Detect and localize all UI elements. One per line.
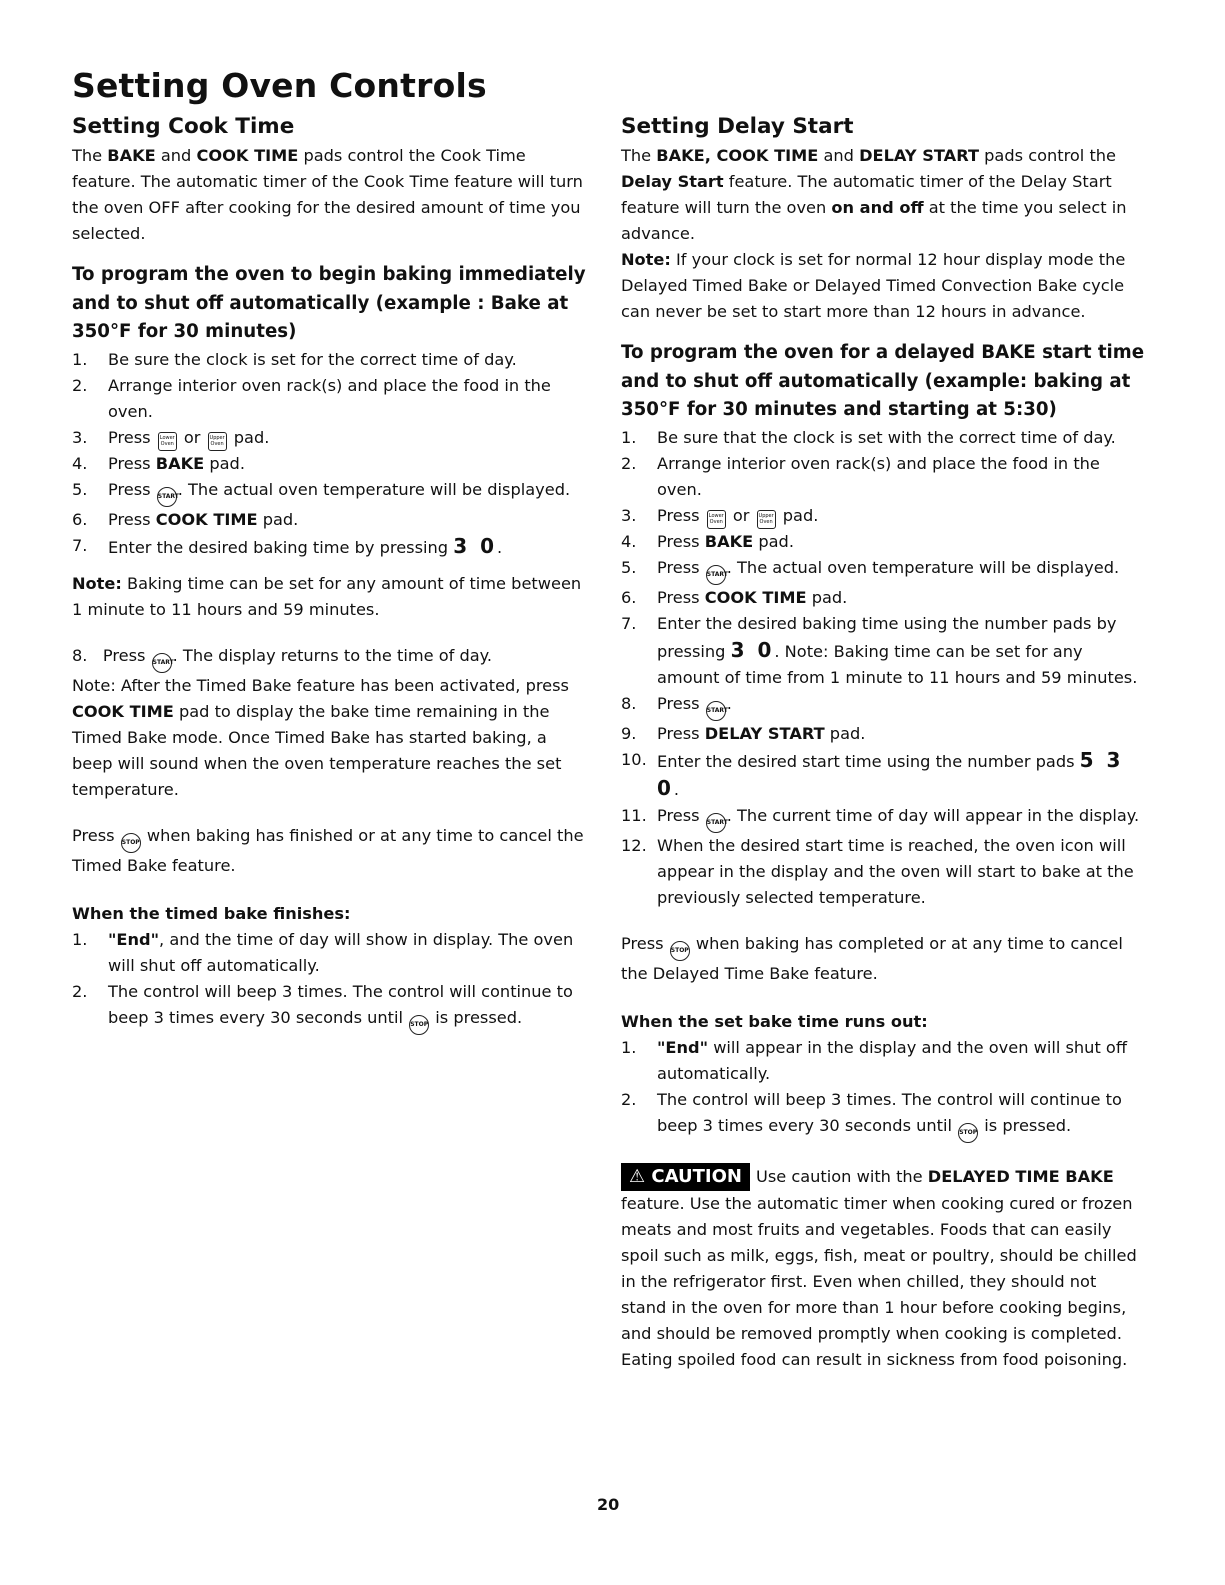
- step-number: 1.: [621, 427, 637, 447]
- number-pad-digits: 3 0: [453, 533, 497, 558]
- step-number: 1.: [621, 1037, 637, 1057]
- step-number: 2.: [72, 375, 88, 395]
- delay-start-intro: The BAKE, COOK TIME and DELAY START pads control the Delay Start feature. The automatic timer of the Delay Start feature will turn the oven on and off at the time you select in advance.: [621, 146, 1127, 243]
- step-number: 2.: [621, 453, 637, 473]
- upper-oven-pad-icon: Upper Oven: [208, 432, 227, 451]
- delay-start-steps: [621, 425, 1146, 911]
- step-number: 6.: [72, 509, 88, 529]
- list-item: 11. Press START. The current time of day will appear in the display.: [621, 803, 1146, 833]
- list-item: 2. The control will beep 3 times. The control will continue to beep 3 times every 30 seconds until STOP is pressed.: [621, 1087, 1146, 1143]
- list-item: 2. Arrange interior oven rack(s) and place the food in the oven.: [621, 451, 1146, 503]
- number-pad-digits: 3 0: [730, 637, 775, 662]
- list-item: 2. Arrange interior oven rack(s) and place the food in the oven.: [72, 373, 587, 425]
- list-item: 6. Press COOK TIME pad.: [621, 585, 1146, 611]
- list-item: 1. "End" will appear in the display and the oven will shut off automatically.: [621, 1035, 1146, 1087]
- stop-pad-icon: STOP: [409, 1015, 429, 1035]
- page-number: 20: [597, 1495, 620, 1514]
- runout-steps: [621, 1035, 1146, 1143]
- cook-time-steps: [72, 347, 587, 561]
- start-pad-icon: START: [706, 565, 726, 585]
- delay-start-section: [621, 112, 1146, 1373]
- delay-start-heading: Setting Delay Start: [621, 114, 854, 139]
- cook-time-heading: Setting Cook Time: [72, 114, 295, 139]
- list-item: 1. "End", and the time of day will show in display. The oven will shut off automatically.: [72, 927, 587, 979]
- step-number: 4.: [621, 531, 637, 551]
- step-number: 5.: [621, 557, 637, 577]
- list-item: 9. Press DELAY START pad.: [621, 721, 1146, 747]
- caution-text: Use caution with the DELAYED TIME BAKE feature. Use the automatic timer when cooking cured or frozen meats and most fruits and vegetables. Foods that can easily spoil such as milk, eggs, fish, meat or poultry, should be chilled in the refrigerator first. Even when chilled, they should not stand in the oven for more than 1 hour before cooking begins, and should be removed promptly when cooking is completed. Eating spoiled food can result in sickness from food poisoning.: [621, 1166, 1137, 1369]
- caution-paragraph: [621, 1163, 1146, 1373]
- cook-time-cancel: Press STOP when baking has finished or at any time to cancel the Timed Bake feature.: [72, 825, 584, 875]
- warning-icon: ⚠: [629, 1165, 646, 1187]
- list-item: 1. Be sure that the clock is set with the correct time of day.: [621, 425, 1146, 451]
- delay-start-subheading: To program the oven for a delayed BAKE start time and to shut off automatically (example: baking at 350°F for 30 minutes and starting at 5:30): [621, 342, 1145, 420]
- cook-time-subheading: To program the oven to begin baking immediately and to shut off automatically (example : Bake at 350°F for 30 minutes): [72, 264, 586, 342]
- list-item: 7. Enter the desired baking time using the number pads by pressing 3 0. Note: Baking time can be set for any amount of time from 1 minute to 11 hours and 59 minutes.: [621, 611, 1146, 691]
- stop-pad-icon: STOP: [121, 833, 141, 853]
- cook-time-finish-steps: [72, 927, 587, 1035]
- list-item: 10. Enter the desired start time using the number pads 5 3 0.: [621, 747, 1124, 800]
- step-number: 11.: [621, 805, 647, 825]
- list-item: 4. Press BAKE pad.: [621, 529, 1146, 555]
- start-pad-icon: START: [157, 487, 177, 507]
- list-item: 6. Press COOK TIME pad.: [72, 507, 587, 533]
- step-number: 3.: [72, 427, 88, 447]
- delay-start-cancel: Press STOP when baking has completed or at any time to cancel the Delayed Time Bake feature.: [621, 933, 1123, 983]
- cook-time-note: Note: Baking time can be set for any amount of time between 1 minute to 11 hours and 59 minutes.: [72, 573, 582, 619]
- list-item: 2. The control will beep 3 times. The control will continue to beep 3 times every 30 seconds until STOP is pressed.: [72, 979, 587, 1035]
- list-item: 3. Press Lower Oven or Upper Oven pad.: [72, 425, 587, 451]
- lower-oven-pad-icon: Lower Oven: [707, 510, 726, 529]
- list-item: 5. Press START. The actual oven temperature will be displayed.: [72, 477, 587, 507]
- step-number: 12.: [621, 835, 647, 855]
- caution-badge: [621, 1163, 750, 1191]
- step-number: 4.: [72, 453, 88, 473]
- cook-time-finish-heading: When the timed bake finishes:: [72, 903, 351, 923]
- step-number: 1.: [72, 929, 88, 949]
- step-number: 9.: [621, 723, 637, 743]
- list-item: 3. Press Lower Oven or Upper Oven pad.: [621, 503, 1146, 529]
- list-item: 7. Enter the desired baking time by pressing 3 0.: [72, 533, 503, 558]
- list-item: 5. Press START. The actual oven temperature will be displayed.: [621, 555, 1146, 585]
- list-item: 4. Press BAKE pad.: [72, 451, 587, 477]
- runout-heading: When the set bake time runs out:: [621, 1011, 928, 1031]
- step-number: 2.: [72, 981, 88, 1001]
- step-number: 7.: [621, 613, 637, 633]
- list-item: 1. Be sure the clock is set for the correct time of day.: [72, 347, 587, 373]
- step-number: 2.: [621, 1089, 637, 1109]
- step-number: 6.: [621, 587, 637, 607]
- step-number: 8.: [621, 693, 637, 713]
- cook-time-section: [72, 112, 587, 1035]
- cook-time-step-8: 8. Press START. The display returns to the time of day.: [72, 643, 587, 673]
- list-item: 8. Press START.: [621, 691, 1146, 721]
- start-pad-icon: START: [152, 653, 172, 673]
- cook-time-intro: The BAKE and COOK TIME pads control the Cook Time feature. The automatic timer of the Cook Time feature will turn the oven OFF after cooking for the desired amount of time you selected.: [72, 146, 583, 243]
- step-number: 3.: [621, 505, 637, 525]
- upper-oven-pad-icon: Upper Oven: [757, 510, 776, 529]
- number-pad-digits: 5 3 0: [657, 747, 1124, 800]
- stop-pad-icon: STOP: [670, 941, 690, 961]
- start-pad-icon: START: [706, 813, 726, 833]
- step-number: 1.: [72, 349, 88, 369]
- step-number: 5.: [72, 479, 88, 499]
- step-number: 10.: [621, 749, 647, 769]
- cook-time-note-2: Note: After the Timed Bake feature has been activated, press COOK TIME pad to display the bake time remaining in the Timed Bake mode. Once Timed Bake has started baking, a beep will sound when the oven temperature reaches the set temperature.: [72, 675, 569, 799]
- lower-oven-pad-icon: Lower Oven: [158, 432, 177, 451]
- start-pad-icon: START: [706, 701, 726, 721]
- list-item: 12. When the desired start time is reached, the oven icon will appear in the display and the oven will start to bake at the previously selected temperature.: [621, 833, 1146, 911]
- delay-start-note: Note: If your clock is set for normal 12 hour display mode the Delayed Timed Bake or Delayed Timed Convection Bake cycle can never be set to start more than 12 hours in advance.: [621, 250, 1126, 321]
- caution-label: CAUTION: [651, 1165, 742, 1187]
- step-number: 7.: [72, 535, 88, 555]
- page-title: Setting Oven Controls: [72, 66, 487, 105]
- stop-pad-icon: STOP: [958, 1123, 978, 1143]
